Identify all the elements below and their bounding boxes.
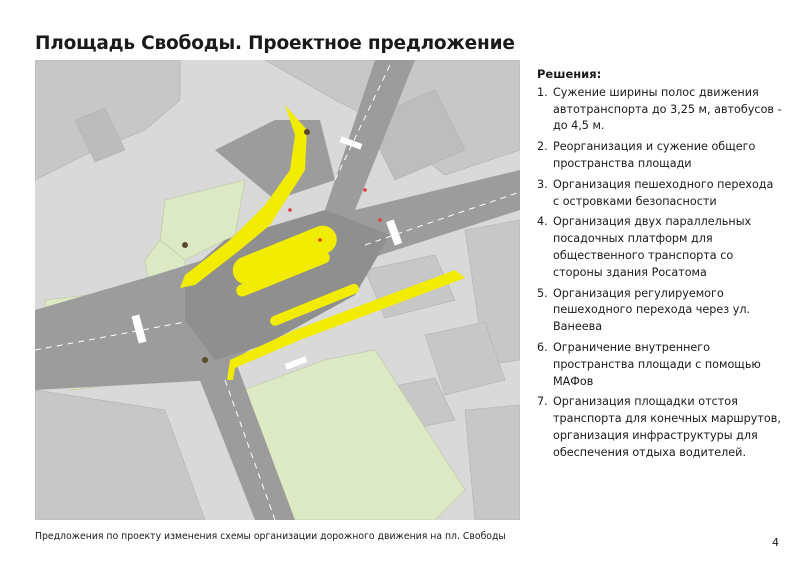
- footer-caption: Предложения по проекту изменения схемы организации дорожного движения на пл. Свободы: [35, 531, 506, 542]
- solution-item: [537, 177, 782, 211]
- solution-number: 3.: [537, 177, 548, 191]
- intersection-map: [35, 60, 520, 520]
- solution-number: 6.: [537, 340, 548, 354]
- solution-number: 5.: [537, 286, 548, 300]
- building-se-edge: [465, 405, 520, 520]
- solution-item: [537, 340, 782, 390]
- solution-item: [537, 394, 782, 461]
- solution-text: Организация площадки отстоя транспорта для конечных маршрутов, организация инфраструктуры для обеспечения отдыха водителей.: [553, 395, 781, 459]
- solution-text: Организация двух параллельных посадочных платформ для общественного транспорта со стороны здания Росатома: [553, 215, 752, 279]
- solutions-heading: Решения:: [537, 67, 602, 81]
- solution-number: 7.: [537, 395, 548, 409]
- solution-text: Сужение ширины полос движения автотранспорта до 3,25 м, автобусов - до 4,5 м.: [553, 85, 782, 133]
- solution-item: [537, 139, 782, 173]
- solution-text: Организация регулируемого пешеходного перехода через ул. Ванеева: [553, 286, 751, 334]
- solutions-panel: [537, 66, 782, 466]
- solution-item: [537, 286, 782, 336]
- solution-number: 2.: [537, 140, 548, 154]
- solution-number: 4.: [537, 215, 548, 229]
- solution-item: [537, 214, 782, 281]
- solution-text: Организация пешеходного перехода с островками безопасности: [553, 177, 774, 208]
- solution-item: [537, 85, 782, 135]
- solution-text: Ограничение внутреннего пространства площади с помощью МАФов: [553, 340, 761, 388]
- solution-number: 1.: [537, 85, 548, 99]
- page-title: Площадь Свободы. Проектное предложение: [35, 33, 515, 54]
- solutions-list: [537, 85, 782, 462]
- page-number: 4: [772, 536, 779, 549]
- solution-text: Реорганизация и сужение общего пространства площади: [553, 140, 756, 170]
- map-drawing: [35, 60, 520, 520]
